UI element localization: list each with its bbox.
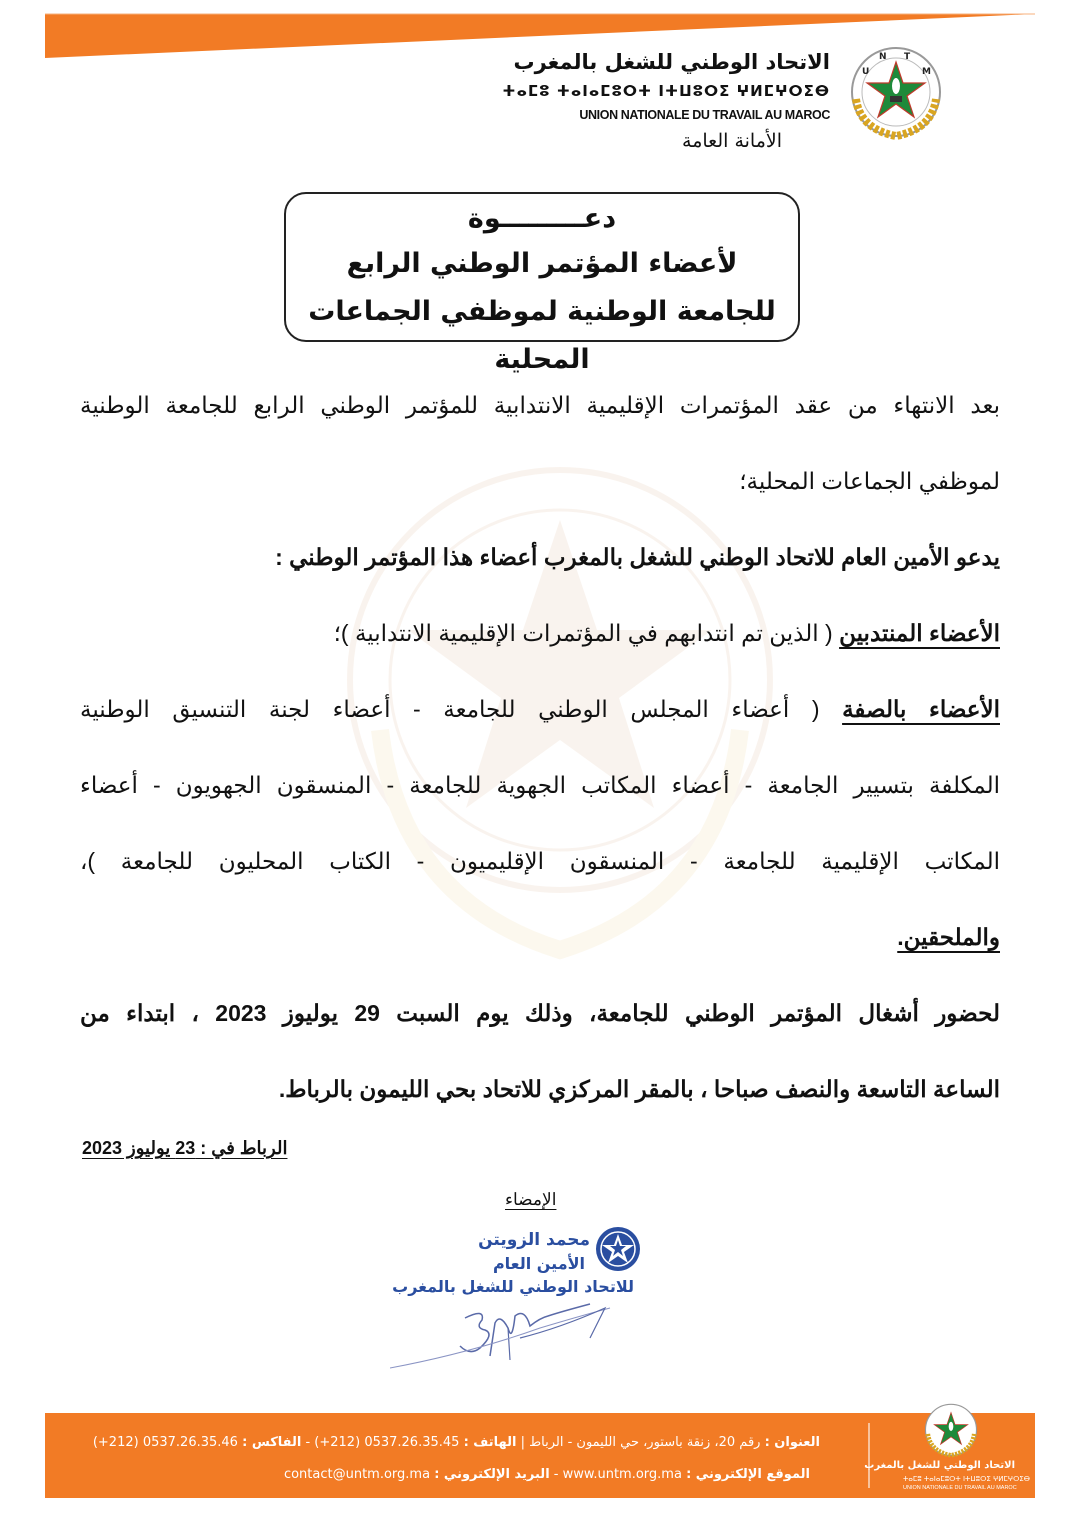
body-paragraph-2: يدعو الأمين العام للاتحاد الوطني للشغل بالمغرب أعضاء هذا المؤتمر الوطني : — [275, 544, 1000, 570]
document-date: الرباط في : 23 يوليوز 2023 — [82, 1138, 288, 1158]
signature-label: الإمضاء — [505, 1190, 557, 1209]
address-label: العنوان : — [764, 1435, 820, 1450]
attached-members-label: والملحقين. — [897, 924, 1000, 950]
body-paragraph-5 — [80, 899, 1000, 975]
body-paragraph-3 — [80, 595, 1000, 671]
website-link[interactable]: www.untm.org.ma - — [549, 1467, 687, 1482]
signatory-role: الأمين العام — [492, 1254, 585, 1273]
delegated-members-text: ( الذين تم انتدابهم في المؤتمرات الإقليمية الانتدابية )؛ — [333, 620, 840, 646]
body-paragraph-6-line-2: الساعة التاسعة والنصف صباحا ، بالمقر المركزي للاتحاد بحي الليمون بالرباط. — [278, 1076, 1000, 1102]
org-name-french: UNION NATIONALE DU TRAVAIL AU MAROC — [579, 108, 830, 122]
footer-org-name-arabic: الاتحاد الوطني للشغل بالمغرب — [864, 1460, 1015, 1471]
ex-officio-members-text: ( أعضاء المجلس الوطني للجامعة - أعضاء لجنة التنسيق الوطنية — [80, 696, 843, 722]
footer-contact-line-2 — [284, 1467, 810, 1482]
body-paragraph-1-line-1: بعد الانتهاء من عقد المؤتمرات الإقليمية الانتدابية للمؤتمر الوطني الرابع للجامعة الوطنية — [80, 392, 1000, 418]
email-link[interactable]: contact@untm.org.ma — [283, 1467, 435, 1482]
footer-org-name-tifinagh: ⵜⴰⵎⵓ ⵜⴰⵏⴰⵎⵓⵔⵜ ⵏⵜⵡⵓⵔⵉ ⵖⵍⵎⵖⵔⵉⴱ — [903, 1475, 1030, 1483]
title-line-3: للجامعة الوطنية لموظفي الجماعات المحلية — [308, 296, 776, 375]
svg-text:T: T — [904, 52, 911, 62]
title-line-2: لأعضاء المؤتمر الوطني الرابع — [346, 248, 738, 279]
footer-contact-line-1 — [93, 1435, 820, 1450]
phone-value: 0537.26.35.45 (212+) - — [301, 1435, 464, 1450]
svg-text:M: M — [922, 67, 931, 77]
untm-star-emblem-icon — [846, 44, 946, 144]
website-label: الموقع الإلكتروني : — [686, 1467, 810, 1482]
footer-band — [45, 1413, 1035, 1498]
handwritten-signature-icon — [390, 1298, 620, 1373]
email-label: البريد الإلكتروني : — [434, 1467, 550, 1482]
fax-label: الفاكس : — [242, 1435, 302, 1450]
blue-star-seal-icon — [594, 1225, 642, 1273]
body-paragraph-1-line-2: لموظفي الجماعات المحلية؛ — [739, 468, 1000, 494]
footer-untm-emblem-icon — [922, 1402, 980, 1460]
org-name-tifinagh: ⵜⴰⵎⵓ ⵜⴰⵏⴰⵎⵓⵔⵜ ⵏⵜⵡⵓⵔⵉ ⵖⵍⵎⵖⵔⵉⴱ — [502, 82, 830, 100]
signatory-org: للاتحاد الوطني للشغل بالمغرب — [392, 1277, 634, 1296]
footer-divider — [868, 1423, 870, 1488]
fax-value: 0537.26.35.46 (212+) — [92, 1435, 243, 1450]
body-paragraph-4-line-3: المكاتب الإقليمية للجامعة - المنسقون الإقليميون - الكتاب المحليون للجامعة )، — [80, 848, 1000, 874]
phone-label: الهاتف : — [463, 1435, 517, 1450]
address-value: رقم 20، زنقة باستور، حي الليمون - الرباط | — [516, 1435, 765, 1450]
svg-text:N: N — [879, 52, 887, 62]
svg-text:U: U — [862, 67, 870, 77]
invitation-heading: دعـــــــــوة — [467, 203, 617, 234]
delegated-members-label: الأعضاء المنتدبين — [839, 620, 1000, 646]
title-box — [284, 192, 800, 375]
body-paragraph-4-line-1 — [80, 671, 1000, 747]
department-name: الأمانة العامة — [682, 130, 782, 152]
body-paragraph-6-line-1: لحضور أشغال المؤتمر الوطني للجامعة، وذلك يوم السبت 29 يوليوز 2023 ، ابتداء من — [80, 1000, 1000, 1026]
signatory-name: محمد الزويتن — [478, 1230, 590, 1250]
body-paragraph-4-line-2: المكلفة بتسيير الجامعة - أعضاء المكاتب الجهوية للجامعة - المنسقون الجهويون - أعضاء — [80, 772, 1000, 798]
footer-org-name-french: UNION NATIONALE DU TRAVAIL AU MAROC — [903, 1485, 1017, 1491]
ex-officio-members-label: الأعضاء بالصفة — [842, 696, 1000, 722]
org-name-arabic: الاتحاد الوطني للشغل بالمغرب — [513, 50, 830, 74]
